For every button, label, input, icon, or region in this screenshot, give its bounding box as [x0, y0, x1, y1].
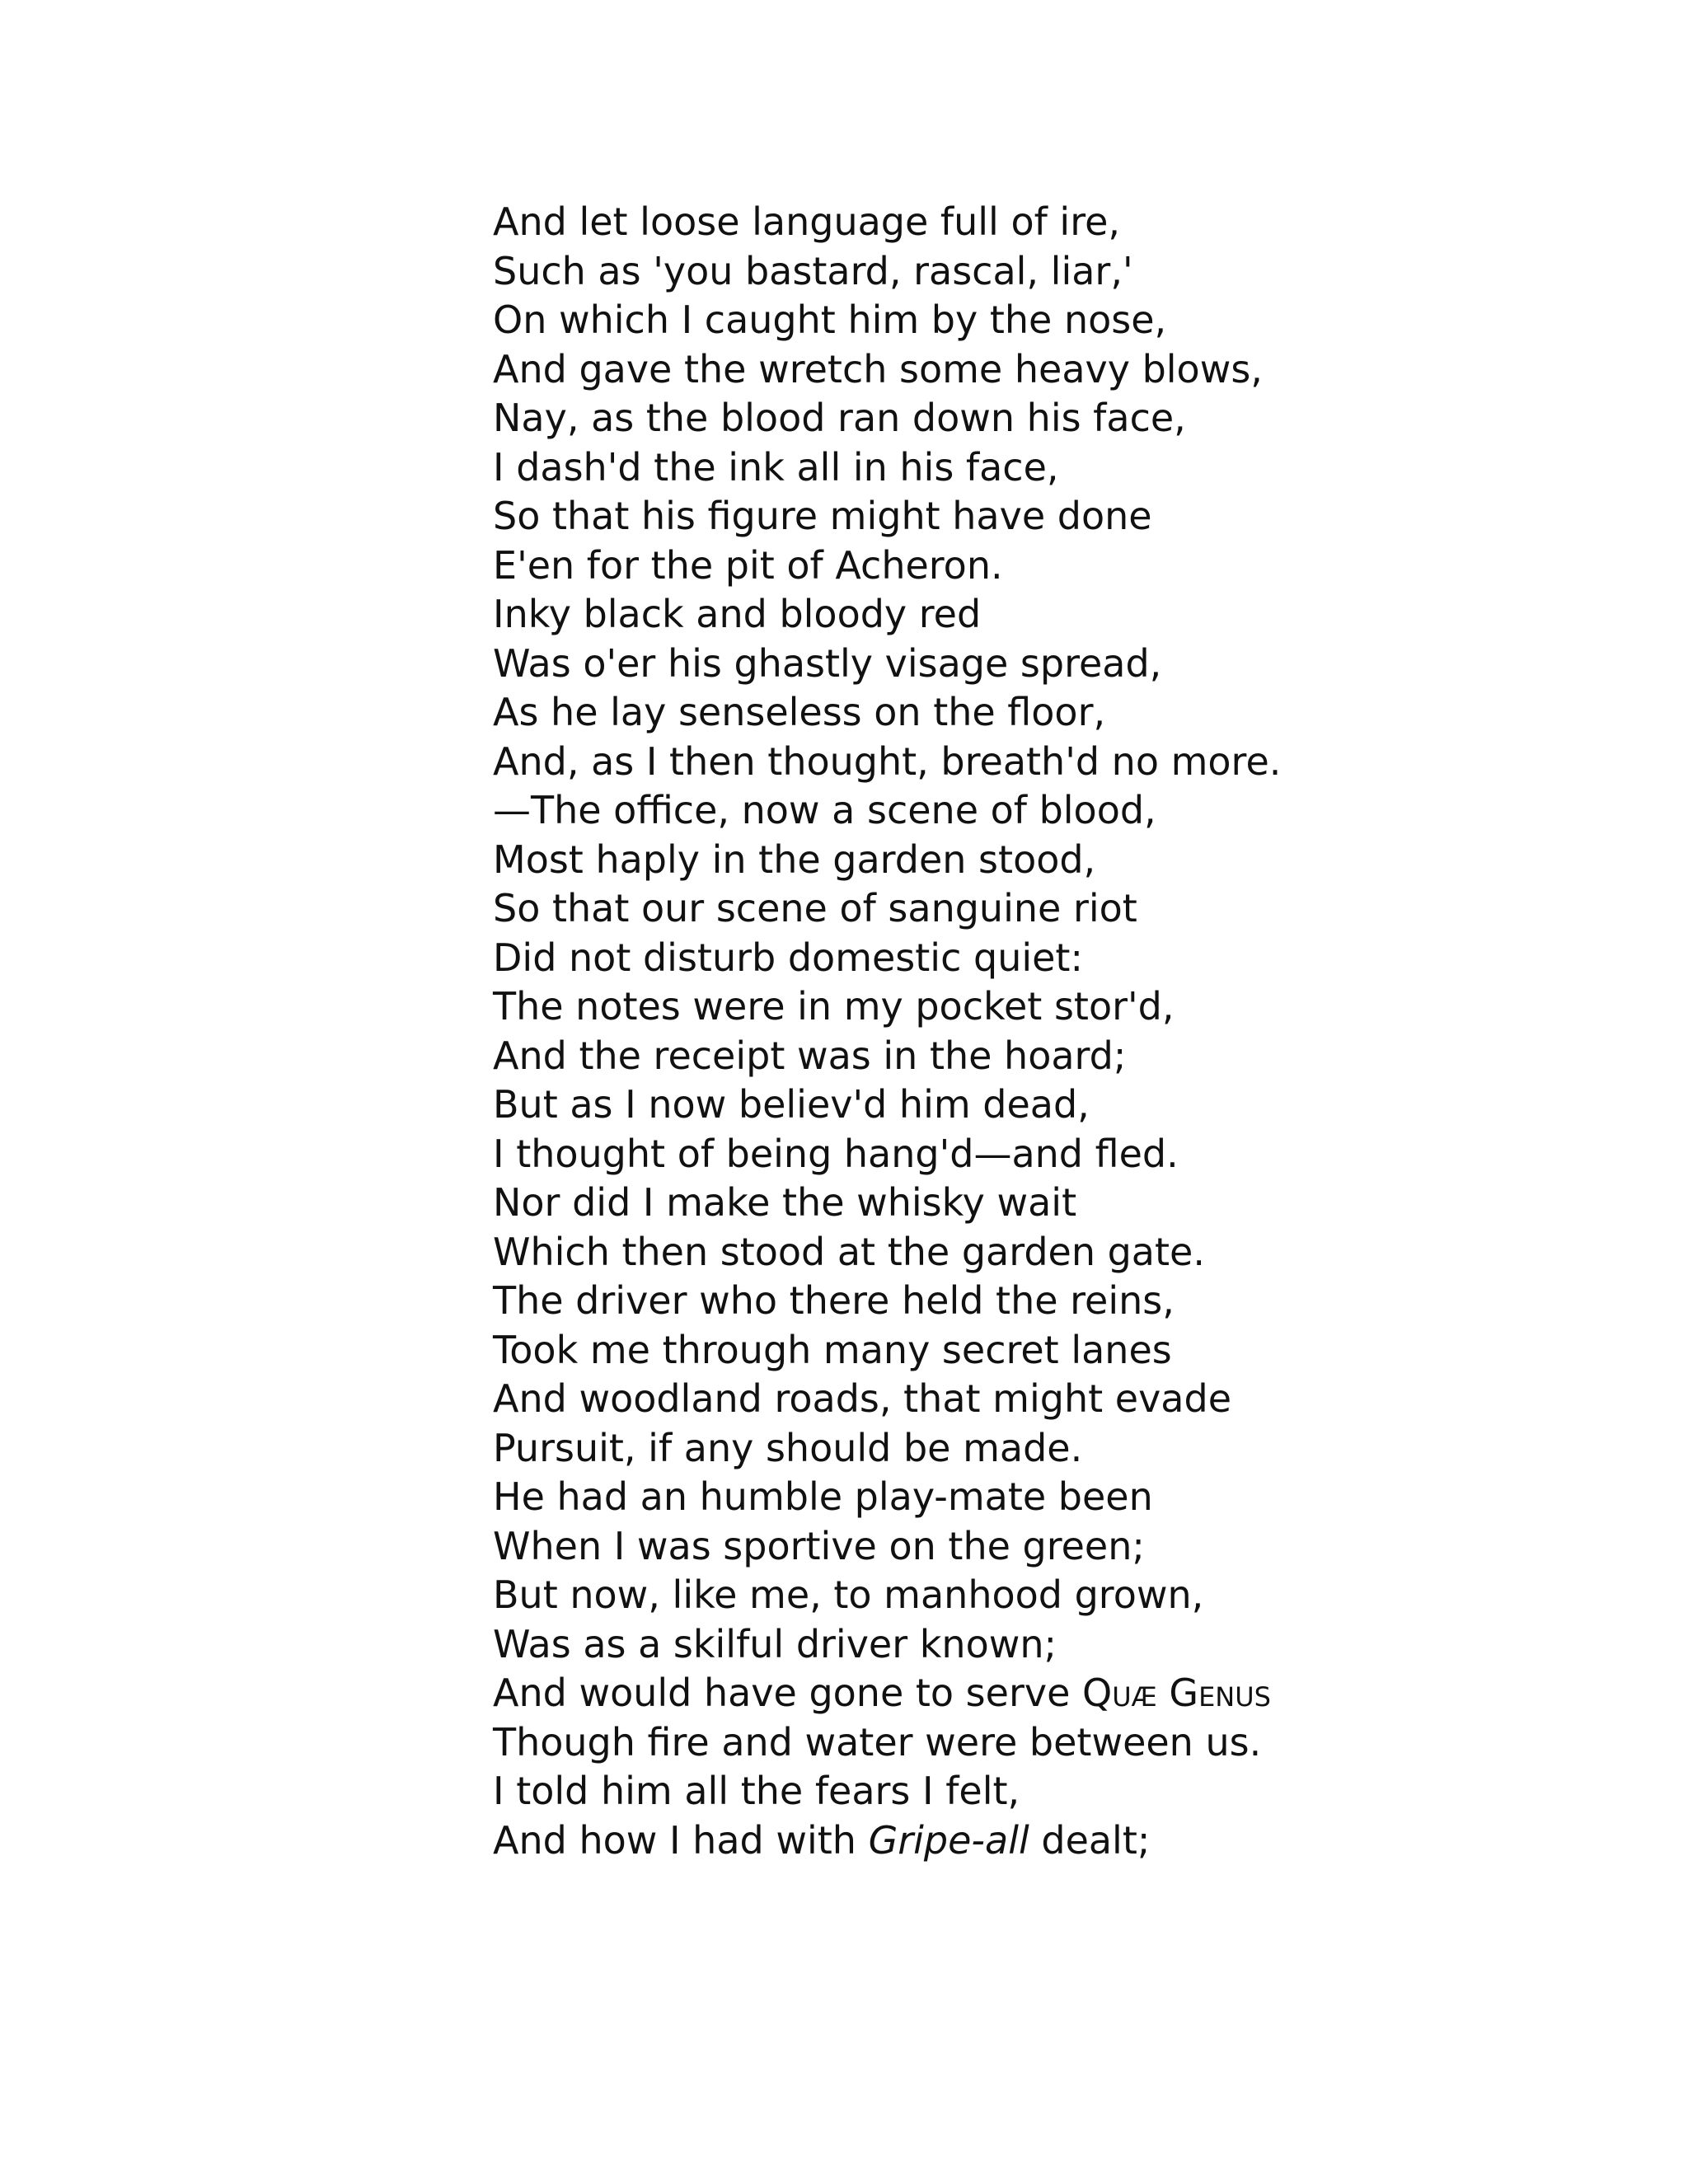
poem-line: I thought of being hang'd—and fled. — [493, 1131, 1179, 1176]
poem-line: Nay, as the blood ran down his face, — [493, 396, 1186, 440]
poem-line: And let loose language full of ire, — [493, 199, 1121, 244]
poem-line: But now, like me, to manhood grown, — [493, 1572, 1204, 1617]
poem-line: And the receipt was in the hoard; — [493, 1033, 1127, 1078]
line-text: And how I had with — [493, 1817, 869, 1863]
poem-line: When I was sportive on the green; — [493, 1523, 1145, 1568]
poem-line: Took me through many secret lanes — [493, 1327, 1172, 1372]
line-text: dealt; — [1029, 1817, 1151, 1863]
poem-line: As he lay senseless on the floor, — [493, 690, 1106, 734]
poem-line: And gave the wretch some heavy blows, — [493, 346, 1263, 391]
poem-line: —The office, now a scene of blood, — [493, 788, 1156, 832]
poem-line: Though fire and water were between us. — [493, 1719, 1262, 1765]
poem-line: Pursuit, if any should be made. — [493, 1425, 1083, 1470]
poem-line-gripe-all — [493, 1816, 1647, 1866]
poem-line: Did not disturb domestic quiet: — [493, 935, 1083, 980]
poem-line-quae-genus — [493, 1669, 1647, 1718]
poem-line: But as I now believ'd him dead, — [493, 1082, 1090, 1127]
line-text: And would have gone to serve — [493, 1671, 1082, 1715]
poem-line: Such as 'you bastard, rascal, liar,' — [493, 248, 1133, 293]
poem-line: And, as I then thought, breath'd no more. — [493, 738, 1282, 784]
poem-line: The driver who there held the reins, — [493, 1278, 1175, 1323]
poem-line: So that our scene of sanguine riot — [493, 886, 1137, 930]
poem-line: So that his figure might have done — [493, 494, 1152, 538]
poem-line: Which then stood at the garden gate. — [493, 1229, 1205, 1274]
poem-text — [493, 198, 1647, 1865]
poem-line: Most haply in the garden stood, — [493, 837, 1096, 882]
character-name-quae-genus: Quæ Genus — [1082, 1671, 1271, 1715]
poem-line: He had an humble play-mate been — [493, 1474, 1153, 1519]
character-name-gripe-all: Gripe-all — [868, 1817, 1029, 1863]
poem-line: And woodland roads, that might evade — [493, 1376, 1231, 1421]
poem-line: Was o'er his ghastly visage spread, — [493, 640, 1162, 686]
poem-line: Was as a skilful driver known; — [493, 1621, 1057, 1666]
poem-line: On which I caught him by the nose, — [493, 298, 1167, 342]
poem-line: I dash'd the ink all in his face, — [493, 444, 1059, 490]
poem-line: Nor did I make the whisky wait — [493, 1180, 1077, 1225]
poem-line: Inky black and bloody red — [493, 592, 982, 636]
poem-line: The notes were in my pocket stor'd, — [493, 984, 1175, 1029]
poem-line: E'en for the pit of Acheron. — [493, 542, 1003, 588]
poem-line: I told him all the fears I felt, — [493, 1769, 1020, 1813]
